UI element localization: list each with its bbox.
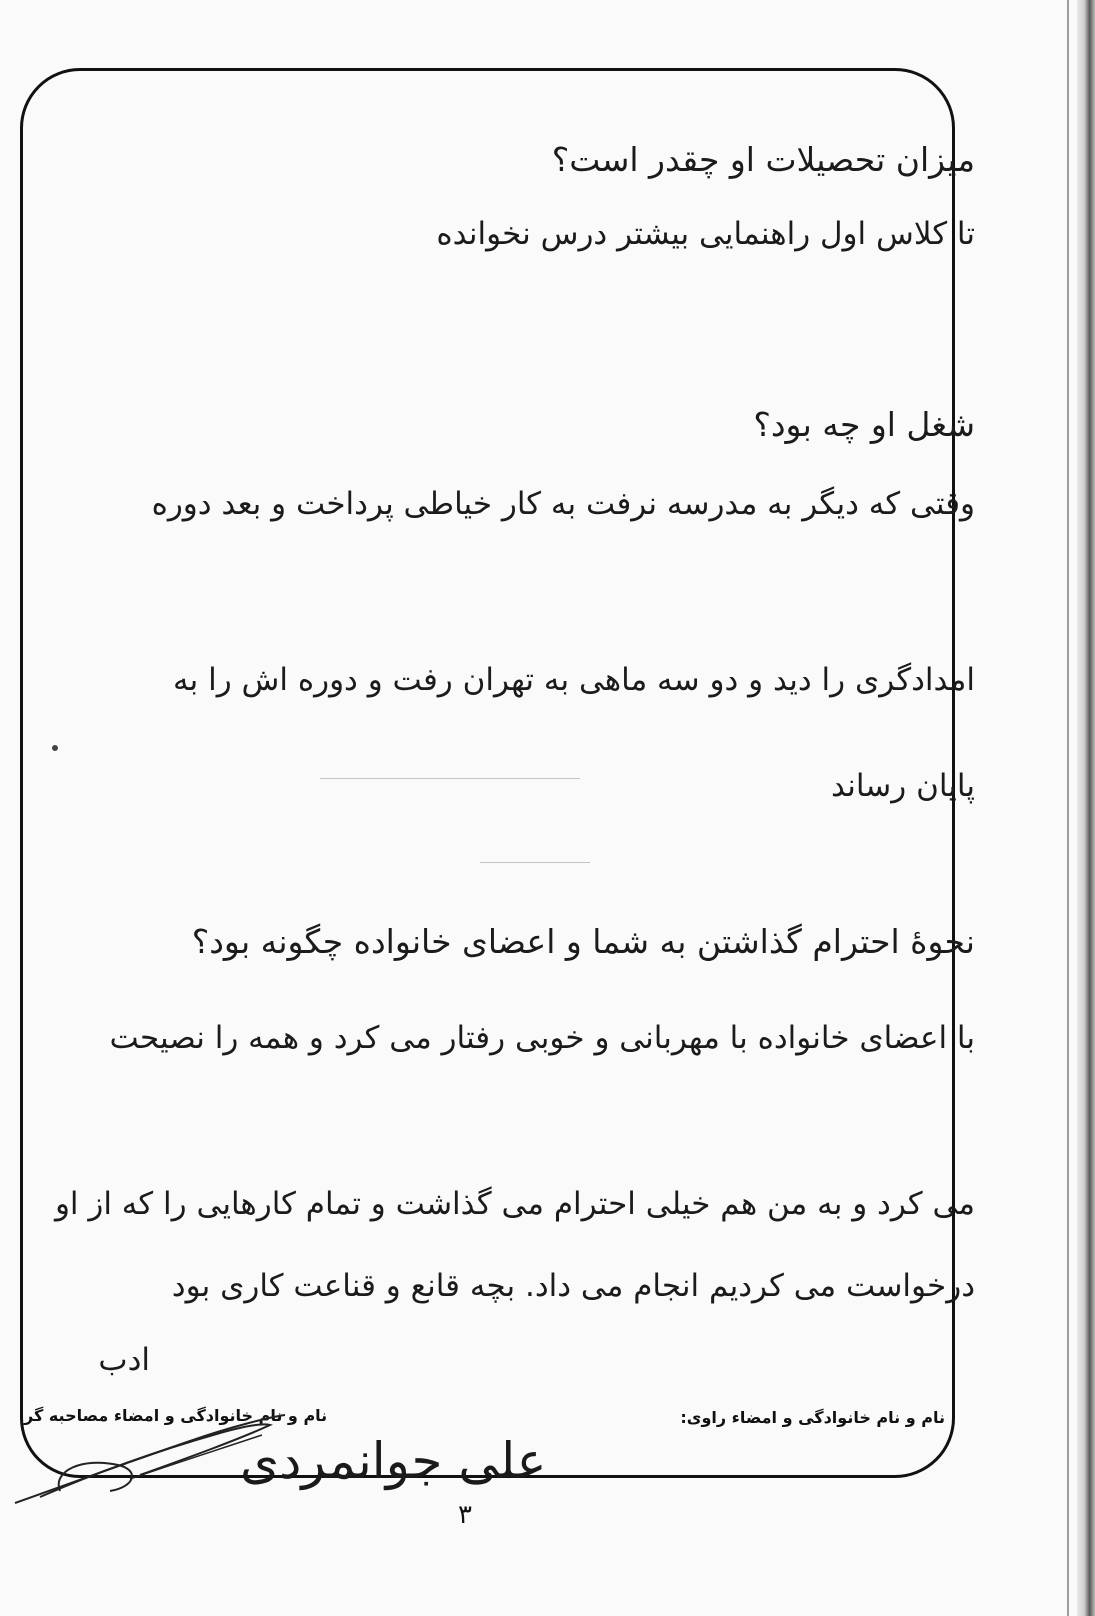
- scan-edge: [1077, 0, 1095, 1616]
- faint-rule: [480, 862, 590, 863]
- interviewer-signature-scribble: [0, 1395, 300, 1515]
- page-frame: [20, 68, 955, 1478]
- answer-respect-line-3: درخواست می کردیم انجام می داد. بچه قانع و قناعت کاری بود: [171, 1268, 975, 1304]
- answer-occupation-line-1: وقتی که دیگر به مدرسه نرفت به کار خیاطی پرداخت و بعد دوره: [151, 486, 975, 522]
- answer-education-line-1: تا کلاس اول راهنمایی بیشتر درس نخوانده: [436, 216, 975, 252]
- question-respect: نحوهٔ احترام گذاشتن به شما و اعضای خانواده چگونه بود؟: [191, 922, 975, 961]
- narrator-signature: علی جوانمردی: [240, 1432, 547, 1490]
- narrator-signature-label: نام و نام خانوادگی و امضاء راوی:: [680, 1408, 945, 1427]
- answer-respect-line-4: ادب: [98, 1342, 150, 1378]
- interviewer-signature-label: نام و نام خانوادگی و امضاء مصاحبه گر: [24, 1406, 328, 1425]
- scan-edge-line: [1067, 0, 1069, 1616]
- question-education: میزان تحصیلات او چقدر است؟: [551, 140, 975, 179]
- page-number: ۳: [458, 1500, 472, 1530]
- question-occupation: شغل او چه بود؟: [753, 405, 975, 444]
- answer-occupation-line-3: پایان رساند: [830, 768, 975, 804]
- answer-respect-line-2: می کرد و به من هم خیلی احترام می گذاشت و تمام کارهایی را که از او: [54, 1186, 975, 1222]
- answer-respect-line-1: با اعضای خانواده با مهربانی و خوبی رفتار می کرد و همه را نصیحت: [109, 1020, 975, 1056]
- ink-dot: [52, 745, 58, 751]
- answer-occupation-line-2: امدادگری را دید و دو سه ماهی به تهران رفت و دوره اش را به: [173, 662, 975, 698]
- faint-rule: [320, 778, 580, 779]
